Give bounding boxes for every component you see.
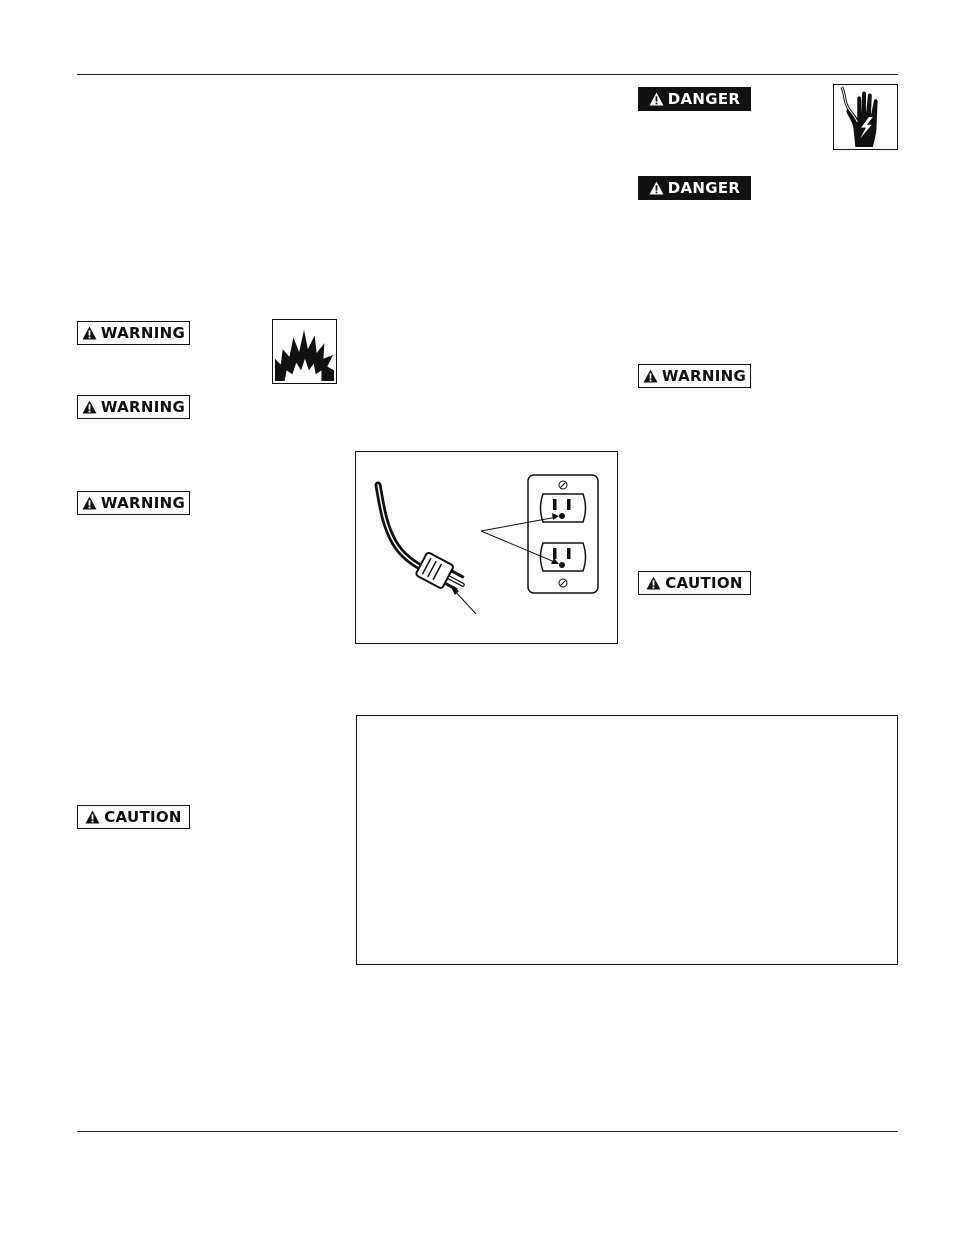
warning-triangle-icon xyxy=(646,576,661,590)
grounded-plug-outlet-figure xyxy=(355,451,618,644)
warning-label-3-text: WARNING xyxy=(100,494,186,512)
warning-triangle-icon xyxy=(82,326,97,340)
danger-label-1 xyxy=(638,87,751,111)
caution-label-left xyxy=(77,805,190,829)
warning-label-right xyxy=(638,364,751,388)
electric-shock-hand-icon xyxy=(833,84,898,150)
plug xyxy=(415,552,470,597)
caution-label-left-text: CAUTION xyxy=(104,808,182,826)
power-cord xyxy=(378,485,426,570)
warning-triangle-icon xyxy=(82,400,97,414)
caution-label-right-text: CAUTION xyxy=(665,574,743,592)
footer-rule xyxy=(77,1131,898,1132)
warning-label-2 xyxy=(77,395,190,419)
header-rule xyxy=(77,74,898,75)
danger-label-1-text: DANGER xyxy=(667,90,741,108)
warning-label-1 xyxy=(77,321,190,345)
explosion-hazard-icon xyxy=(272,319,337,384)
warning-label-1-text: WARNING xyxy=(100,324,186,342)
boxed-notice xyxy=(356,715,898,965)
warning-triangle-icon xyxy=(649,92,664,106)
danger-label-2 xyxy=(638,176,751,200)
outlet-plate xyxy=(528,475,598,593)
warning-triangle-icon xyxy=(82,496,97,510)
warning-triangle-icon xyxy=(643,369,658,383)
warning-label-3 xyxy=(77,491,190,515)
warning-label-right-text: WARNING xyxy=(661,367,747,385)
warning-label-2-text: WARNING xyxy=(100,398,186,416)
warning-triangle-icon xyxy=(85,810,100,824)
warning-triangle-icon xyxy=(649,181,664,195)
danger-label-2-text: DANGER xyxy=(667,179,741,197)
caution-label-right xyxy=(638,571,751,595)
